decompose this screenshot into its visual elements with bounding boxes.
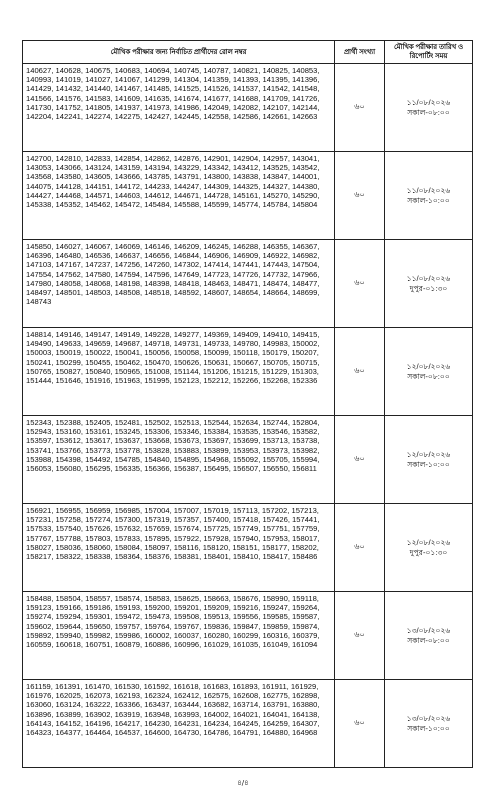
roll-numbers-cell: 156921, 156955, 156959, 156985, 157004, 157007, 157019, 157113, 157202, 157213, 157231, 157258, 157274, 157300, 157319, 157357, 157400, 157418, 157426, 157441, 157533, 157540, 157626, 157632, 157659, 157674, 157725, 157749, 157751, 157759, 157767, 157788, 157803, 157833, 157895, 157922, 157928, 157940, 157953, 158017, 158027, 158036, 158060, 158084, 158097, 158116, 158120, 158151, 158177, 158202, 158217, 158322, 158338, 158364, 158376, 158381, 158401, 158410, 158417, 158486 [23, 504, 335, 592]
roll-numbers-cell: 142700, 142810, 142833, 142854, 142862, 142876, 142901, 142904, 142957, 143041, 143053, 143066, 143124, 143159, 143194, 143229, 143342, 143412, 143525, 143542, 143568, 143580, 143605, 143666, 143785, 143791, 143800, 143838, 143847, 144001, 144075, 144128, 144151, 144172, 144233, 144247, 144309, 144325, 144327, 144380, 144427, 144468, 144571, 144603, 144612, 144671, 144728, 145161, 145270, 145290, 145338, 145352, 145462, 145472, 145484, 145588, 145599, 145774, 145784, 145804 [23, 152, 335, 240]
schedule-cell [385, 328, 473, 416]
viva-date: ১২/০৮/২০২৬ [406, 449, 451, 459]
schedule-cell [385, 152, 473, 240]
schedule-cell [385, 504, 473, 592]
roll-numbers-cell: 158488, 158504, 158557, 158574, 158583, 158625, 158663, 158676, 158990, 159118, 159123, 159166, 159186, 159193, 159200, 159201, 159209, 159216, 159247, 159264, 159274, 159294, 159301, 159472, 159473, 159508, 159513, 159556, 159585, 159587, 159602, 159644, 159650, 159757, 159764, 159767, 159836, 159847, 159859, 159874, 159892, 159940, 159982, 159986, 160002, 160037, 160280, 160299, 160316, 160379, 160559, 160618, 160751, 160879, 160886, 160996, 161029, 161035, 161049, 161094 [23, 592, 335, 680]
viva-date: ১১/০৮/২০২৬ [406, 97, 451, 107]
table-row [23, 152, 473, 240]
viva-date: ১১/০৮/২০২৬ [406, 273, 451, 283]
schedule-cell [385, 680, 473, 768]
table-row [23, 240, 473, 328]
page-number: ৪/৪ [237, 779, 249, 787]
table-row [23, 64, 473, 152]
roll-numbers-cell: 161159, 161391, 161470, 161530, 161592, 161618, 161683, 161893, 161911, 161929, 161976, 162025, 162073, 162193, 162324, 162412, 162575, 162608, 162775, 162898, 163060, 163124, 163222, 163366, 163437, 163444, 163682, 163714, 163791, 163880, 163896, 163899, 163902, 163919, 163948, 163993, 164002, 164021, 164041, 164138, 164143, 164152, 164196, 164217, 164230, 164231, 164234, 164245, 164259, 164307, 164323, 164377, 164464, 164537, 164600, 164730, 164786, 164791, 164880, 164968 [23, 680, 335, 768]
candidate-count-cell: ৬০ [335, 152, 385, 240]
reporting-time: সকাল-০৮:০০ [407, 635, 450, 645]
reporting-time: দুপুর-০১:৩০ [409, 283, 448, 293]
viva-date: ১২/০৮/২০২৬ [406, 537, 451, 547]
viva-date: ১২/০৮/২০২৬ [406, 361, 451, 371]
roll-numbers-cell: 148814, 149146, 149147, 149149, 149228, 149277, 149369, 149409, 149410, 149415, 149490, 149633, 149659, 149687, 149718, 149731, 149733, 149780, 149983, 150002, 150003, 150019, 150022, 150041, 150056, 150058, 150099, 150118, 150179, 150207, 150241, 150299, 150455, 150462, 150470, 150626, 150631, 150667, 150705, 150715, 150765, 150827, 150840, 150965, 151008, 151144, 151206, 151215, 151229, 151303, 151444, 151646, 151916, 151963, 151995, 152123, 152212, 152266, 152268, 152336 [23, 328, 335, 416]
reporting-time: সকাল-০৮:০০ [407, 107, 450, 117]
schedule-cell [385, 64, 473, 152]
reporting-time: সকাল-০৮:০০ [407, 371, 450, 381]
candidate-count-cell: ৬০ [335, 240, 385, 328]
reporting-time: সকাল-১০:০০ [407, 459, 450, 469]
roll-numbers-cell: 152343, 152388, 152405, 152481, 152502, 152513, 152544, 152634, 152744, 152804, 152943, 153160, 153161, 153245, 153306, 153346, 153384, 153535, 153546, 153582, 153597, 153612, 153617, 153637, 153668, 153673, 153697, 153699, 153713, 153738, 153741, 153766, 153773, 153778, 153828, 153883, 153899, 153953, 153973, 153982, 153988, 154398, 154492, 154785, 154840, 154895, 154968, 155092, 155705, 155994, 156053, 156080, 156295, 156335, 156366, 156387, 156495, 156507, 156550, 156811 [23, 416, 335, 504]
candidate-count-cell: ৬০ [335, 64, 385, 152]
reporting-time: সকাল-১০:০০ [407, 195, 450, 205]
reporting-time: সকাল-১০:০০ [407, 723, 450, 733]
roll-numbers-cell: 145850, 146027, 146067, 146069, 146146, 146209, 146245, 146288, 146355, 146367, 146396, 146480, 146536, 146637, 146656, 146844, 146906, 146909, 146922, 146982, 147103, 147167, 147237, 147256, 147260, 147302, 147414, 147441, 147443, 147504, 147554, 147562, 147580, 147594, 147596, 147649, 147723, 147726, 147732, 147966, 147980, 148058, 148068, 148198, 148398, 148418, 148463, 148471, 148474, 148477, 148497, 148501, 148503, 148508, 148518, 148592, 148607, 148654, 148664, 148699, 148743 [23, 240, 335, 328]
table-row [23, 328, 473, 416]
viva-date: ১৩/০৮/২০২৬ [406, 625, 451, 635]
table-row [23, 416, 473, 504]
roll-numbers-cell: 140627, 140628, 140675, 140683, 140694, 140745, 140787, 140821, 140825, 140853, 140993, 141019, 141027, 141067, 141299, 141304, 141359, 141393, 141395, 141396, 141429, 141432, 141440, 141467, 141485, 141525, 141526, 141537, 141542, 141548, 141566, 141576, 141583, 141609, 141635, 141674, 141677, 141688, 141709, 141726, 141730, 141752, 141805, 141937, 141973, 141986, 142049, 142082, 142107, 142144, 142204, 142241, 142274, 142275, 142427, 142445, 142558, 142586, 142661, 142663 [23, 64, 335, 152]
candidate-count-cell: ৬০ [335, 328, 385, 416]
header-candidate-count: প্রার্থী সংখ্যা [335, 41, 385, 64]
candidate-count-cell: ৬০ [335, 504, 385, 592]
table-row [23, 504, 473, 592]
candidate-count-cell: ৬০ [335, 680, 385, 768]
header-date-time: মৌখিক পরীক্ষার তারিখ ও রিপোর্টিং সময় [385, 41, 473, 64]
header-roll-numbers: মৌখিক পরীক্ষার জন্য নির্বাচিত প্রার্থীদের রোল নম্বর [23, 41, 335, 64]
candidate-count-cell: ৬০ [335, 416, 385, 504]
viva-date: ১১/০৮/২০২৬ [406, 185, 451, 195]
viva-date: ১৩/০৮/২০২৬ [406, 713, 451, 723]
schedule-cell [385, 592, 473, 680]
table-row [23, 680, 473, 768]
table-row [23, 592, 473, 680]
candidate-count-cell: ৬০ [335, 592, 385, 680]
reporting-time: দুপুর-০১:৩০ [409, 547, 448, 557]
table-header-row [23, 41, 473, 64]
viva-schedule-table [22, 40, 473, 768]
schedule-cell [385, 240, 473, 328]
schedule-cell [385, 416, 473, 504]
